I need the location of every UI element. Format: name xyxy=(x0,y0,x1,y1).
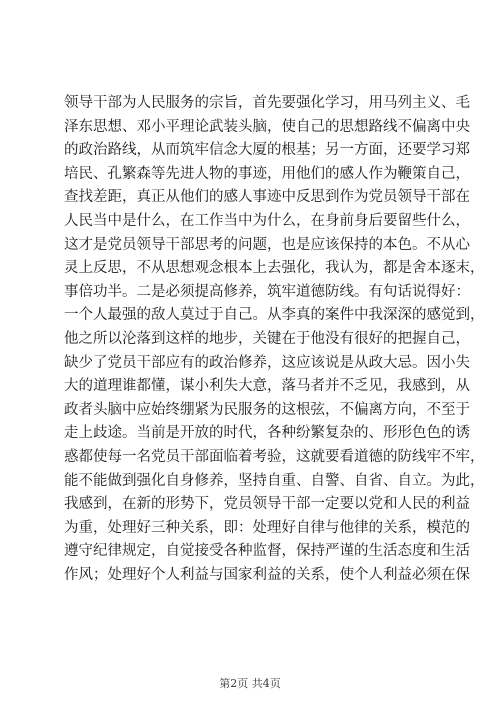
text-line: 遵守纪律规定，自觉接受各种监督，保持严谨的生活态度和生活 xyxy=(64,543,470,560)
text-line: 我感到，在新的形势下，党员领导干部一定要以党和人民的利益 xyxy=(64,496,470,513)
text-line: 为重，处理好三种关系，即：处理好自律与他律的关系，模范的 xyxy=(64,519,470,536)
text-line: 一个人最强的敌人莫过于自己。从李真的案件中我深深的感觉到， xyxy=(64,307,485,324)
text-line: 查找差距，真正从他们的感人事迹中反思到作为党员领导干部在 xyxy=(64,189,470,206)
text-line: 缺少了党员干部应有的政治修养，这应该说是从政大忌。因小失 xyxy=(64,354,470,371)
text-line: 能不能做到强化自身修养，坚持自重、自警、自省、自立。为此， xyxy=(64,472,485,489)
page-number-footer: 第2页 共4页 xyxy=(219,677,281,690)
text-line: 培民、孔繁森等先进人物的事迹，用他们的感人作为鞭策自己， xyxy=(64,165,470,182)
text-line: 惑都使每一名党员干部面临着考验，这就要看道德的防线牢不牢， xyxy=(64,448,485,465)
text-line: 大的道理谁都懂，谋小利失大意，落马者并不乏见，我感到，从 xyxy=(64,378,470,395)
text-line: 这才是党员领导干部思考的问题，也是应该保持的本色。不从心 xyxy=(64,236,470,253)
text-line: 泽东思想、邓小平理论武装头脑，使自己的思想路线不偏离中央 xyxy=(64,118,470,135)
text-line: 作风；处理好个人利益与国家利益的关系，使个人利益必须在保 xyxy=(64,566,470,583)
text-line: 领导干部为人民服务的宗旨，首先要强化学习，用马列主义、毛 xyxy=(64,95,470,111)
text-line: 他之所以沦落到这样的地步，关键在于他没有很好的把握自己， xyxy=(64,330,470,347)
text-line: 的政治路线，从而筑牢信念大厦的根基；另一方面，还要学习郑 xyxy=(64,142,470,159)
text-line: 事倍功半。二是必须提高修养，筑牢道德防线。有句话说得好： xyxy=(64,283,470,300)
text-line: 政者头脑中应始终绷紧为民服务的这根弦，不偏离方向，不至于 xyxy=(64,401,470,418)
text-line: 走上歧途。当前是开放的时代，各种纷繁复杂的、形形色色的诱 xyxy=(64,425,470,442)
body-paragraph xyxy=(64,92,485,587)
text-line: 灵上反思，不从思想观念根本上去强化，我认为，都是舍本逐末， xyxy=(64,260,485,277)
text-line: 人民当中是什么，在工作当中为什么，在身前身后要留些什么， xyxy=(64,212,470,229)
